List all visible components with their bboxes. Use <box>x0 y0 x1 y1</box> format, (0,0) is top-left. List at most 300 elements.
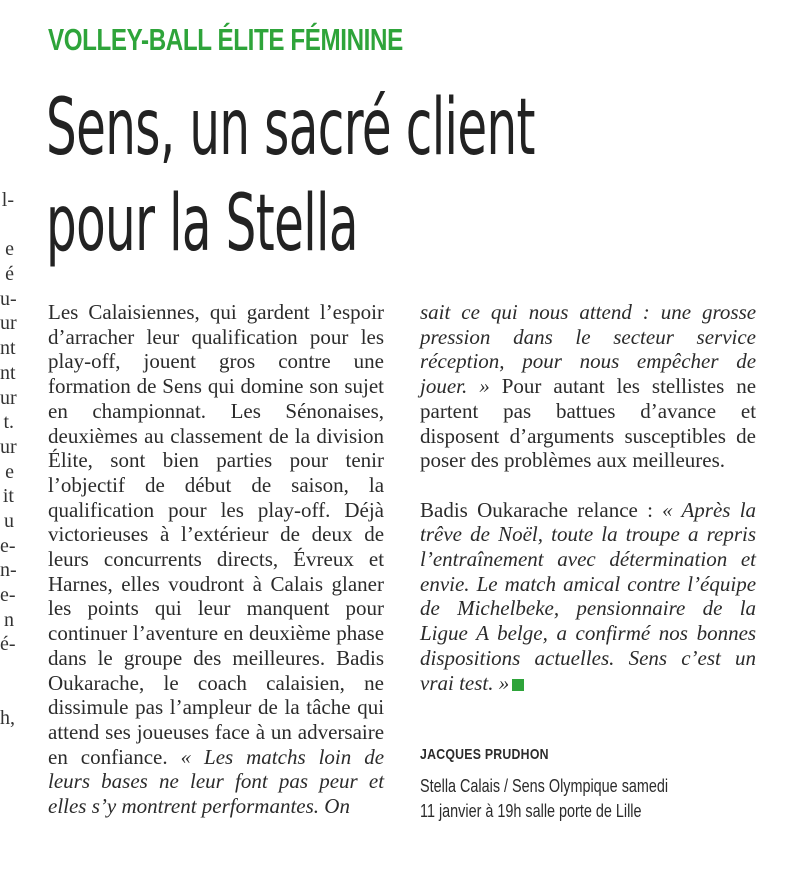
quote-1-word: leur <box>190 769 224 794</box>
gutter-fragment: ur <box>0 435 17 458</box>
paragraph-1-word: Calaisiennes, <box>88 300 200 324</box>
paragraph-2-word: partent <box>420 398 479 423</box>
paragraph-2-word: aux <box>596 448 628 473</box>
paragraph-1-word: dans <box>48 645 87 670</box>
paragraph-1-word <box>179 325 191 349</box>
headline-line-2: pour la Stella <box>46 179 358 269</box>
quote-1-word <box>650 300 661 324</box>
quote-2-word: un <box>735 645 757 670</box>
paragraph-1-word: Badis <box>336 645 385 670</box>
paragraph-1-word <box>221 646 232 670</box>
paragraph-1-word: la <box>294 423 311 448</box>
quote-1-word: secteur <box>613 324 674 349</box>
quote-1-word: nous <box>528 300 569 324</box>
paragraph-1-word <box>89 547 104 571</box>
quote-2-word <box>618 522 626 546</box>
article-headline <box>46 80 666 272</box>
quote-1-word <box>179 769 190 793</box>
paragraph-1-word: contre <box>278 349 331 374</box>
gutter-fragment: it <box>2 485 14 508</box>
paragraph-1-word: au <box>144 423 164 448</box>
quote-1-word: service <box>696 324 756 349</box>
quote-2-word <box>498 572 505 596</box>
paragraph-1-word <box>328 448 345 472</box>
paragraph-1-word: Oukarache, <box>48 670 145 695</box>
quote-1-word: sait <box>420 300 451 324</box>
quote-1-word <box>268 769 279 793</box>
paragraph-1-word <box>272 448 289 472</box>
paragraph-1-word: pas <box>135 695 164 720</box>
quote-1-word <box>719 349 737 373</box>
paragraph-3-intro-word: Oukarache <box>477 497 569 522</box>
paragraph-1-word <box>271 473 291 497</box>
paragraph-1-word: qui <box>357 695 385 720</box>
paragraph-1-word <box>348 325 360 349</box>
gutter-fragment: é- <box>0 633 16 656</box>
gutter-fragment: ur <box>0 386 17 409</box>
quote-2-word <box>722 596 739 620</box>
quote-1-word: matchs <box>246 744 306 769</box>
paragraph-1-word: parties <box>216 448 273 473</box>
quote-2-word <box>490 522 498 546</box>
quote-2-word: la <box>739 596 757 621</box>
paragraph-1-word: groupe <box>123 645 183 670</box>
paragraph-1-word: division <box>316 423 385 448</box>
quote-1-word: réception, <box>420 349 505 374</box>
quote-1-word: font <box>235 769 268 794</box>
quote-2-word: trêve <box>420 522 462 547</box>
quote-1-word: dans <box>513 324 553 349</box>
quote-2-word: Michelbeke, <box>457 596 560 621</box>
quote-1-word <box>619 349 637 373</box>
paragraph-1-word <box>148 522 160 546</box>
paragraph-1-word: l’objectif <box>48 472 125 497</box>
paragraph-1-word: qui <box>207 374 235 399</box>
paragraph-1-word: de <box>251 472 272 497</box>
paragraph-1-word: Sens <box>162 374 202 399</box>
paragraph-1-word <box>145 448 162 472</box>
paragraph-1-word: l’espoir <box>319 300 385 324</box>
quote-1-word: bases <box>101 769 148 794</box>
paragraph-1-word <box>278 547 293 571</box>
quote-2-word: c’est <box>681 645 721 670</box>
paragraph-1-word: Évreux <box>293 547 354 572</box>
paragraph-1-word: un <box>270 719 292 744</box>
quote-1-word <box>450 300 461 324</box>
paragraph-1-word: d’arracher <box>48 324 135 349</box>
paragraph-1-word <box>196 349 219 373</box>
paragraph-1-word: bien <box>162 448 199 473</box>
paragraph-1-word: ne <box>364 670 384 695</box>
quote-2-word: test. <box>459 670 494 695</box>
end-mark-icon <box>512 679 524 691</box>
quote-2-word: de <box>702 596 723 621</box>
paragraph-1-word: de <box>258 695 278 720</box>
quote-1-word <box>490 325 513 349</box>
quote-1-word: s’y <box>91 794 117 819</box>
paragraph-1-word: Élite, <box>48 448 93 473</box>
paragraph-1-word <box>349 473 369 497</box>
paragraph-1-word: face <box>214 719 250 744</box>
quote-1-word: pression <box>420 324 491 349</box>
paragraph-1-word <box>144 671 163 695</box>
quote-2-word: » <box>498 670 510 695</box>
paragraph-1-word: joueuses <box>136 719 210 744</box>
quote-2-word: l’entraînement <box>420 547 544 572</box>
quote-2-word <box>614 646 628 670</box>
paragraph-1-word: play-off. <box>257 497 331 522</box>
quote-2-word: toute <box>551 522 594 547</box>
quote-2-word: confirmé <box>575 621 651 646</box>
paragraph-2-word: problèmes <box>504 448 592 473</box>
paragraph-1-word <box>325 646 336 670</box>
paragraph-1-word: confiance. <box>80 744 168 769</box>
paragraph-1-word <box>244 572 253 596</box>
paragraph-1-word <box>121 349 144 373</box>
quote-1-word: une <box>660 300 692 324</box>
paragraph-1-word <box>262 572 271 596</box>
paragraph-2-word: disposent <box>420 423 500 448</box>
paragraph-1-word: le <box>163 670 179 695</box>
quote-2-word: match <box>504 571 556 596</box>
quote-2-word <box>688 621 697 645</box>
paragraph-1-word: de <box>144 472 165 497</box>
quote-2-word <box>543 522 551 546</box>
adjacent-column-fragment <box>0 188 17 756</box>
article-column-1 <box>48 300 384 819</box>
paragraph-2-word: d’arguments <box>509 423 615 448</box>
quote-1-word: attend <box>579 300 632 324</box>
paragraph-1-word: la <box>284 695 300 720</box>
quote-1-word: qui <box>490 300 518 324</box>
gutter-fragment: e <box>5 460 14 483</box>
paragraph-1-word: l’extérieur <box>181 522 269 547</box>
paragraph-1-word <box>169 522 181 546</box>
quote-1-word <box>351 745 364 769</box>
paragraph-1-word: à <box>252 571 262 596</box>
paragraph-1-word: gardent <box>246 300 310 324</box>
paragraph-2-word: pas <box>503 398 532 423</box>
quote-2-word <box>596 547 610 571</box>
quote-2-word: dispositions <box>420 645 521 670</box>
quote-1-word: leurs <box>48 769 90 794</box>
quote-2-word: troupe <box>625 522 680 547</box>
paragraph-1-word: meilleures. <box>232 645 326 670</box>
paragraph-2-word: poser <box>420 448 466 473</box>
paragraph-1-word: ses <box>105 719 131 744</box>
quote-1-word <box>480 300 491 324</box>
quote-2-word: l’équipe <box>687 571 757 596</box>
paragraph-3-intro-word <box>468 498 477 522</box>
paragraph-1-word: victorieuses <box>48 522 149 547</box>
paragraph-1-word: deuxièmes <box>48 423 138 448</box>
quote-2-word: actuelles. <box>534 645 615 670</box>
quote-2-word <box>544 547 558 571</box>
paragraph-1-word <box>231 596 247 620</box>
quote-2-word: repris <box>706 522 757 547</box>
match-info-line-1: Stella Calais / Sens Olympique samedi <box>420 776 669 796</box>
quote-2-word <box>685 596 702 620</box>
quote-2-word: et <box>740 547 757 572</box>
quote-1-word <box>233 745 246 769</box>
quote-2-word <box>559 596 576 620</box>
paragraph-1-word: classement <box>170 423 263 448</box>
quote-2-word <box>680 522 688 546</box>
paragraph-1-word: à <box>160 522 170 547</box>
paragraph-1-word: glaner <box>331 571 385 596</box>
quote-2-word <box>489 621 498 645</box>
quote-2-word: la <box>739 497 757 522</box>
paragraph-2-word: stellistes <box>651 374 725 399</box>
quote-1-word: » <box>479 374 490 399</box>
quote-1-word: « <box>180 744 192 769</box>
paragraph-2-word <box>614 424 624 448</box>
quote-1-word <box>467 374 479 398</box>
quote-2-word <box>520 646 534 670</box>
quote-2-word <box>470 572 477 596</box>
quote-1-word <box>691 300 702 324</box>
quote-1-word: de <box>736 349 757 374</box>
paragraph-1-word: continuer <box>48 621 128 646</box>
paragraph-1-word <box>231 473 251 497</box>
paragraph-1-word: leur <box>197 596 231 621</box>
quote-1-word <box>568 300 579 324</box>
paragraph-1-word <box>139 596 155 620</box>
quote-1-word <box>505 349 523 373</box>
paragraph-3-intro-word: : <box>647 497 653 522</box>
quote-2-word <box>556 572 563 596</box>
quote-2-word: Noël, <box>498 522 544 547</box>
gutter-fragment <box>0 657 14 682</box>
paragraph-1-word: domine <box>240 374 304 399</box>
quote-1-word: et <box>368 769 385 794</box>
paragraph-1-word: Déjà <box>344 497 385 522</box>
paragraph-1-word: dissimule <box>48 695 129 720</box>
gutter-fragment: n- <box>0 559 17 582</box>
paragraph-1-word: pour <box>168 497 207 522</box>
paragraph-1-word <box>71 596 87 620</box>
quote-1-word <box>306 745 319 769</box>
paragraph-1-word: sont <box>110 448 146 473</box>
quote-1-word: montrent <box>121 794 197 819</box>
paragraph-1-word <box>68 399 93 423</box>
quote-2-word <box>667 646 681 670</box>
paragraph-1-word <box>300 522 312 546</box>
paragraph-1-word: play-off, <box>48 349 121 374</box>
paragraph-2-word <box>490 374 502 398</box>
paragraph-1-word: coach <box>197 670 247 695</box>
match-info <box>420 774 756 824</box>
quote-2-word: amical <box>563 571 621 596</box>
paragraph-1-word <box>87 646 98 670</box>
quote-1-word <box>632 300 643 324</box>
quote-2-word <box>468 621 476 645</box>
gutter-fragment: u- <box>0 287 17 310</box>
paragraph-1-word: les <box>48 596 72 621</box>
article-body-continued <box>420 300 756 695</box>
quote-1-word <box>308 769 319 793</box>
gutter-fragment: n <box>4 608 14 631</box>
paragraph-1-word: des <box>193 645 222 670</box>
paragraph-1-word: tâche <box>306 695 351 720</box>
paragraph-1-word: calaisien, <box>266 670 345 695</box>
paragraph-1-word: Les <box>230 398 261 423</box>
paragraph-1-word: leurs <box>48 547 89 572</box>
paragraph-3-intro-word <box>638 498 647 522</box>
gutter-fragment: e <box>5 238 14 261</box>
paragraph-1-word: en <box>48 398 68 423</box>
quote-2-word: de <box>420 596 440 621</box>
paragraph-2-word <box>531 399 556 423</box>
paragraph-2-word <box>726 424 736 448</box>
quote-1-word: de <box>364 744 385 769</box>
paragraph-1-word: formation <box>48 374 131 399</box>
quote-2-word: pensionnaire <box>576 596 686 621</box>
quote-2-word: Le <box>476 571 498 596</box>
paragraph-2-word: de <box>736 423 756 448</box>
quote-1-word: ne <box>159 769 179 794</box>
quote-2-word <box>721 646 735 670</box>
quote-1-word: le <box>575 324 591 349</box>
paragraph-2-word: ne <box>736 374 757 399</box>
quote-2-word: avec <box>557 547 596 572</box>
paragraph-1-word <box>345 671 364 695</box>
paragraph-2-word <box>541 374 553 398</box>
quote-2-word: Ligue <box>420 621 468 646</box>
gutter-fragment <box>0 731 14 756</box>
paragraph-2-word <box>605 374 617 398</box>
paragraph-1-word <box>206 399 231 423</box>
text-word <box>168 745 181 769</box>
paragraph-1-word <box>354 547 369 571</box>
paragraph-1-word <box>353 522 365 546</box>
paragraph-1-word <box>298 325 310 349</box>
paragraph-1-word <box>134 325 146 349</box>
paragraph-1-word: Sénonaises, <box>285 398 384 423</box>
paragraph-1-word: une <box>353 349 384 374</box>
paragraph-1-word <box>68 745 81 769</box>
gutter-fragment: nt <box>0 361 16 384</box>
quote-1-word <box>562 349 580 373</box>
paragraph-1-word: son <box>309 374 339 399</box>
paragraph-1-word: pour <box>345 596 385 621</box>
paragraph-1-word: Les <box>48 300 79 324</box>
quote-2-word <box>567 621 576 645</box>
quote-1-word <box>553 325 576 349</box>
paragraph-1-word <box>200 300 210 324</box>
paragraph-1-word: voudront <box>168 571 245 596</box>
paragraph-1-word: la <box>368 472 385 497</box>
paragraph-1-word <box>268 522 280 546</box>
quote-1-word: grosse <box>702 300 757 324</box>
quote-2-word: Après <box>681 497 731 522</box>
paragraph-1-word <box>255 349 278 373</box>
gutter-fragment: e- <box>0 584 16 606</box>
paragraph-2-word: battues <box>555 398 616 423</box>
paragraph-1-word <box>182 596 198 620</box>
paragraph-1-word: l’aventure <box>132 621 219 646</box>
paragraph-1-word <box>78 300 88 324</box>
paragraph-1-word <box>202 547 217 571</box>
paragraph-1-word: Calais <box>270 571 323 596</box>
quote-2-word: A <box>476 621 489 646</box>
quote-2-word <box>650 621 659 645</box>
quote-2-word <box>462 522 470 546</box>
quote-2-word: a <box>687 522 699 547</box>
paragraph-1-word <box>154 498 168 522</box>
quote-1-word <box>191 745 204 769</box>
quote-1-word: Les <box>204 744 234 769</box>
paragraph-1-word: deuxième <box>249 621 331 646</box>
quote-1-word: elles <box>48 794 87 819</box>
paragraph-2-word: Pour <box>501 374 542 399</box>
paragraph-1-word <box>331 349 354 373</box>
paragraph-1-word: jouent <box>143 349 197 374</box>
paragraph-1-word: Harnes, <box>48 571 113 596</box>
quote-1-word: pas <box>278 769 309 794</box>
quote-1-word: jouer. <box>420 374 468 399</box>
quote-1-word: nous <box>579 349 620 374</box>
paragraph-1-word <box>323 572 332 596</box>
quote-1-word: On <box>324 794 350 819</box>
paragraph-1-word <box>237 300 247 324</box>
paragraph-1-word <box>261 399 286 423</box>
paragraph-1-word: le <box>97 645 113 670</box>
paragraph-1-word <box>160 572 169 596</box>
author-signature: JACQUES PRUDHON <box>420 746 549 763</box>
quote-2-word <box>698 522 706 546</box>
paragraph-1-word <box>93 448 110 472</box>
paragraph-1-word: concurrents <box>103 547 202 572</box>
quote-2-word: Sens <box>628 645 668 670</box>
paragraph-1-word <box>113 646 124 670</box>
paragraph-1-word: l’ampleur <box>169 695 252 720</box>
paragraph-1-word: phase <box>336 621 385 646</box>
paragraph-1-word: deux <box>311 522 353 547</box>
gutter-fragment: e- <box>0 534 16 557</box>
quote-2-word <box>440 596 457 620</box>
paragraph-2-word <box>478 399 503 423</box>
paragraph-1-word: les <box>220 497 244 522</box>
paragraph-1-word: attend <box>48 719 100 744</box>
quote-2-word: de <box>470 522 490 547</box>
quote-1-word <box>148 769 159 793</box>
quote-1-word <box>518 300 529 324</box>
paragraph-1-word <box>125 473 145 497</box>
paragraph-1-word: adversaire <box>297 719 385 744</box>
quote-1-word: pour <box>522 349 562 374</box>
paragraph-1-word: début <box>184 472 232 497</box>
headline-line-1: Sens, un sacré client <box>46 83 535 173</box>
paragraph-2-word <box>499 424 509 448</box>
gutter-fragment: t. <box>3 411 14 434</box>
paragraph-2-word <box>615 399 640 423</box>
quote-2-word: vrai <box>420 670 454 695</box>
paragraph-1-word: en <box>223 621 244 646</box>
paragraph-3-intro-word <box>653 498 662 522</box>
gutter-fragment <box>0 682 14 707</box>
quote-1-word: : <box>642 300 650 324</box>
paragraph-1-word: qualification <box>48 497 155 522</box>
paragraph-1-word <box>207 498 221 522</box>
paragraph-1-word <box>163 695 170 719</box>
paragraph-1-word <box>113 572 122 596</box>
paragraph-1-word: points <box>87 596 139 621</box>
quote-1-word <box>224 769 235 793</box>
quote-1-word: empêcher <box>636 349 719 374</box>
paragraph-1-word <box>165 473 185 497</box>
paragraph-1-word: qualification <box>191 324 298 349</box>
